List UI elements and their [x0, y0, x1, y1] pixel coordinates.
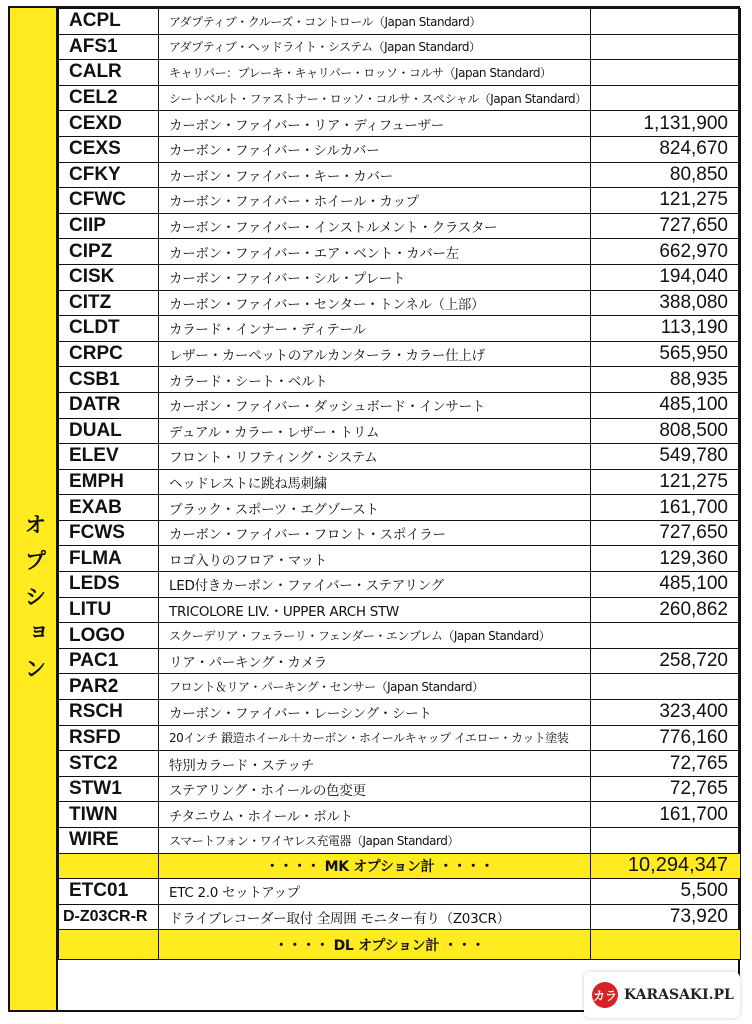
option-code: PAR2 — [59, 674, 159, 700]
option-description: カーボン・ファイバー・リア・ディフューザー — [159, 111, 591, 137]
option-price: 88,935 — [591, 367, 741, 393]
watermark-text: KARASAKI.PL — [624, 987, 734, 1003]
option-description: 20インチ 鍛造ホイール＋カーボン・ホイールキャップ イエロー・カット塗装 — [159, 725, 591, 751]
dl-option-row — [59, 879, 741, 905]
option-row — [59, 316, 741, 342]
option-description: カーボン・ファイバー・レーシング・シート — [159, 700, 591, 726]
option-code: FCWS — [59, 520, 159, 546]
option-row — [59, 213, 741, 239]
dl-total-label: ・・・・ DL オプション計 ・・・ — [159, 930, 591, 960]
option-description: アダプティブ・クルーズ・コントロール（Japan Standard） — [159, 9, 591, 35]
option-row — [59, 725, 741, 751]
option-price — [591, 34, 741, 60]
option-row — [59, 188, 741, 214]
option-price: 121,275 — [591, 188, 741, 214]
option-price: 72,765 — [591, 751, 741, 777]
option-description: スマートフォン・ワイヤレス充電器（Japan Standard） — [159, 828, 591, 854]
option-code: LITU — [59, 597, 159, 623]
option-code: CEXD — [59, 111, 159, 137]
option-description: TRICOLORE LIV.・UPPER ARCH STW — [159, 597, 591, 623]
option-price: 776,160 — [591, 725, 741, 751]
option-price: 549,780 — [591, 444, 741, 470]
option-description: カーボン・ファイバー・センター・トンネル（上部） — [159, 290, 591, 316]
option-row — [59, 239, 741, 265]
option-row — [59, 264, 741, 290]
option-row — [59, 162, 741, 188]
option-description: カーボン・ファイバー・インストルメント・クラスター — [159, 213, 591, 239]
option-row — [59, 367, 741, 393]
option-code: EMPH — [59, 469, 159, 495]
option-price: 80,850 — [591, 162, 741, 188]
option-price: 727,650 — [591, 520, 741, 546]
option-price: 662,970 — [591, 239, 741, 265]
option-description: 特別カラード・ステッチ — [159, 751, 591, 777]
dl-option-description: ETC 2.0 セットアップ — [159, 879, 591, 905]
options-sheet — [8, 6, 740, 1012]
option-description: カーボン・ファイバー・シルカバー — [159, 136, 591, 162]
option-price: 260,862 — [591, 597, 741, 623]
option-code: CALR — [59, 60, 159, 86]
option-price: 72,765 — [591, 776, 741, 802]
option-price: 258,720 — [591, 648, 741, 674]
option-code: ACPL — [59, 9, 159, 35]
option-price — [591, 828, 741, 854]
option-code: LOGO — [59, 623, 159, 649]
option-code: CITZ — [59, 290, 159, 316]
option-row — [59, 700, 741, 726]
option-code: CIPZ — [59, 239, 159, 265]
option-price: 388,080 — [591, 290, 741, 316]
option-row — [59, 572, 741, 598]
option-code: CSB1 — [59, 367, 159, 393]
option-code: FLMA — [59, 546, 159, 572]
option-price: 565,950 — [591, 341, 741, 367]
option-price: 824,670 — [591, 136, 741, 162]
option-price: 113,190 — [591, 316, 741, 342]
option-price: 485,100 — [591, 572, 741, 598]
option-row — [59, 674, 741, 700]
option-price — [591, 85, 741, 111]
option-row — [59, 776, 741, 802]
option-description: スクーデリア・フェラーリ・フェンダー・エンブレム（Japan Standard） — [159, 623, 591, 649]
mk-total-row — [59, 853, 741, 879]
option-row — [59, 520, 741, 546]
option-price: 194,040 — [591, 264, 741, 290]
option-price: 1,131,900 — [591, 111, 741, 137]
option-row — [59, 9, 741, 35]
option-description: キャリパー：ブレーキ・キャリパー・ロッソ・コルサ（Japan Standard） — [159, 60, 591, 86]
option-description: カラード・シート・ベルト — [159, 367, 591, 393]
dl-option-price: 5,500 — [591, 879, 741, 905]
option-code: DATR — [59, 392, 159, 418]
option-price: 161,700 — [591, 802, 741, 828]
option-code: CLDT — [59, 316, 159, 342]
option-row — [59, 341, 741, 367]
option-code: CIIP — [59, 213, 159, 239]
option-description: チタニウム・ホイール・ボルト — [159, 802, 591, 828]
option-description: LED付きカーボン・ファイバー・ステアリング — [159, 572, 591, 598]
dl-option-row — [59, 904, 741, 930]
option-row — [59, 290, 741, 316]
option-code: LEDS — [59, 572, 159, 598]
dl-option-price: 73,920 — [591, 904, 741, 930]
options-table-body — [59, 9, 741, 960]
option-code: STC2 — [59, 751, 159, 777]
option-description: レザー・カーペットのアルカンターラ・カラー仕上げ — [159, 341, 591, 367]
option-description: デュアル・カラー・レザー・トリム — [159, 418, 591, 444]
option-description: ブラック・スポーツ・エグゾースト — [159, 495, 591, 521]
option-code: ELEV — [59, 444, 159, 470]
option-code: CFWC — [59, 188, 159, 214]
options-table — [58, 8, 741, 960]
watermark-logo: カラ — [592, 982, 618, 1008]
option-code: STW1 — [59, 776, 159, 802]
mk-total-price: 10,294,347 — [591, 853, 741, 879]
dl-total-price — [591, 930, 741, 960]
option-code: WIRE — [59, 828, 159, 854]
option-row — [59, 392, 741, 418]
mk-total-label: ・・・・ MK オプション計 ・・・・ — [159, 853, 591, 879]
option-row — [59, 495, 741, 521]
option-price — [591, 9, 741, 35]
option-row — [59, 111, 741, 137]
option-description: アダプティブ・ヘッドライト・システム（Japan Standard） — [159, 34, 591, 60]
option-code: RSFD — [59, 725, 159, 751]
option-row — [59, 597, 741, 623]
option-code: CEXS — [59, 136, 159, 162]
option-row — [59, 648, 741, 674]
option-price: 121,275 — [591, 469, 741, 495]
option-code: CEL2 — [59, 85, 159, 111]
option-code: TIWN — [59, 802, 159, 828]
option-row — [59, 34, 741, 60]
option-description: フロント＆リア・パーキング・センサー（Japan Standard） — [159, 674, 591, 700]
option-row — [59, 623, 741, 649]
dl-option-description: ドライブレコーダー取付 全周囲 モニター有り（Z03CR） — [159, 904, 591, 930]
option-code: PAC1 — [59, 648, 159, 674]
option-description: カーボン・ファイバー・エア・ベント・カバー左 — [159, 239, 591, 265]
option-row — [59, 469, 741, 495]
option-code: CFKY — [59, 162, 159, 188]
option-row — [59, 751, 741, 777]
option-description: カーボン・ファイバー・シル・プレート — [159, 264, 591, 290]
dl-total-code — [59, 930, 159, 960]
option-row — [59, 802, 741, 828]
option-code: DUAL — [59, 418, 159, 444]
option-description: カラード・インナー・ディテール — [159, 316, 591, 342]
mk-total-code — [59, 853, 159, 879]
option-price: 485,100 — [591, 392, 741, 418]
option-row — [59, 136, 741, 162]
option-code: CRPC — [59, 341, 159, 367]
option-description: カーボン・ファイバー・キー・カバー — [159, 162, 591, 188]
option-row — [59, 85, 741, 111]
option-row — [59, 60, 741, 86]
option-description: ステアリング・ホイールの色変更 — [159, 776, 591, 802]
option-row — [59, 828, 741, 854]
dl-option-code: D-Z03CR-R — [59, 904, 159, 930]
option-description: シートベルト・ファストナー・ロッソ・コルサ・スペシャル（Japan Standard） — [159, 85, 591, 111]
option-row — [59, 546, 741, 572]
option-description: カーボン・ファイバー・ホイール・カップ — [159, 188, 591, 214]
option-description: フロント・リフティング・システム — [159, 444, 591, 470]
option-description: カーボン・ファイバー・フロント・スポイラー — [159, 520, 591, 546]
option-price — [591, 60, 741, 86]
option-code: RSCH — [59, 700, 159, 726]
option-price — [591, 623, 741, 649]
option-price: 161,700 — [591, 495, 741, 521]
option-row — [59, 418, 741, 444]
dl-total-row — [59, 930, 741, 960]
dl-option-code: ETC01 — [59, 879, 159, 905]
side-column — [10, 8, 58, 1010]
option-code: AFS1 — [59, 34, 159, 60]
option-price: 323,400 — [591, 700, 741, 726]
option-row — [59, 444, 741, 470]
option-code: CISK — [59, 264, 159, 290]
option-price — [591, 674, 741, 700]
option-description: ヘッドレストに跳ね馬刺繍 — [159, 469, 591, 495]
option-description: ロゴ入りのフロア・マット — [159, 546, 591, 572]
option-price: 727,650 — [591, 213, 741, 239]
side-label: オプション — [21, 513, 46, 693]
watermark — [584, 972, 740, 1018]
option-description: リア・パーキング・カメラ — [159, 648, 591, 674]
option-price: 129,360 — [591, 546, 741, 572]
option-code: EXAB — [59, 495, 159, 521]
option-description: カーボン・ファイバー・ダッシュボード・インサート — [159, 392, 591, 418]
option-price: 808,500 — [591, 418, 741, 444]
